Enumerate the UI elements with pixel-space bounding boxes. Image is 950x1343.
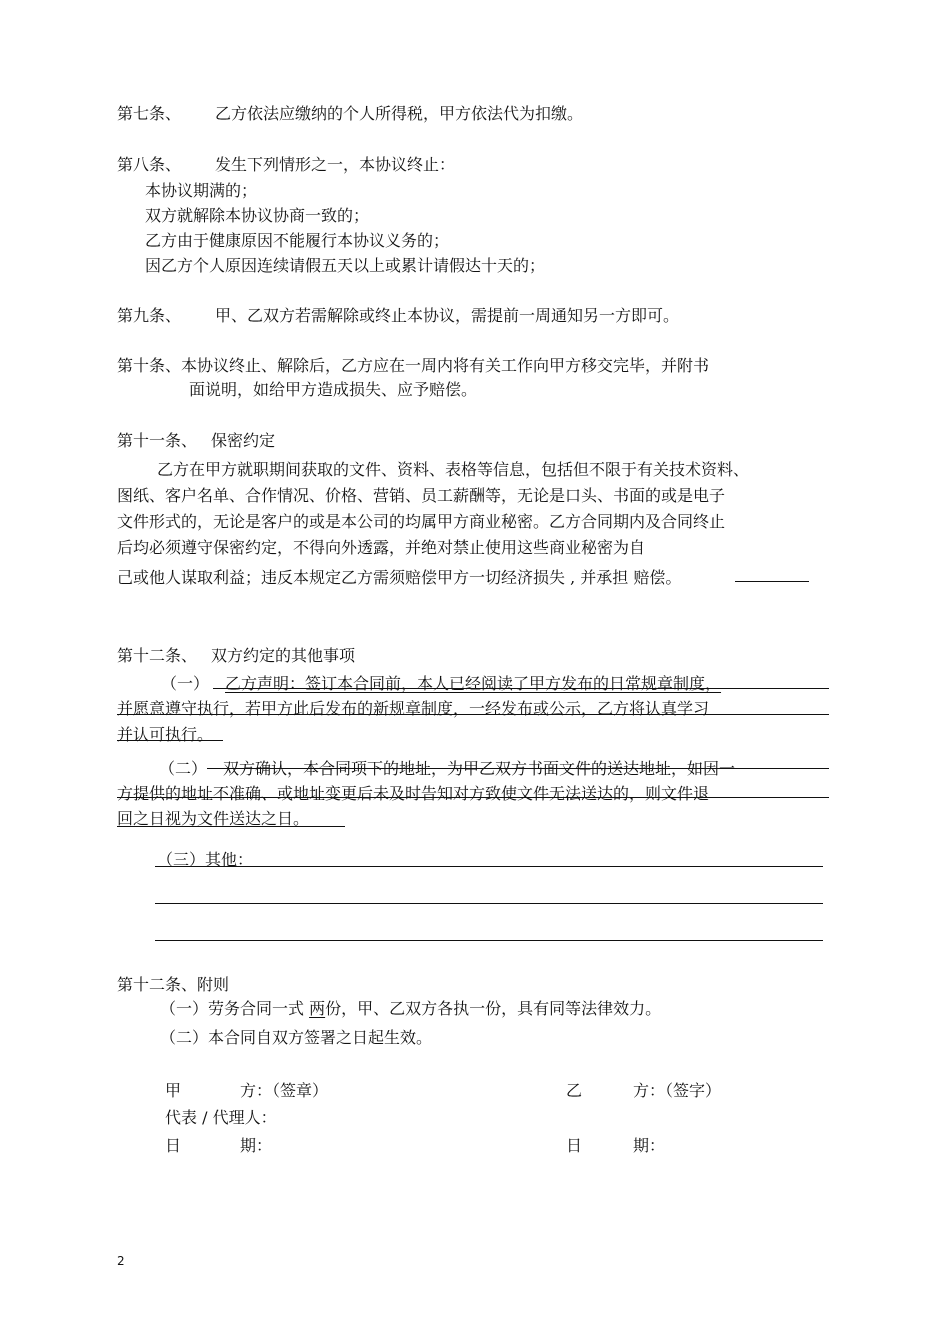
article-11-line: 己或他人谋取利益；违反本规定乙方需须赔偿甲方一切经济损失 , 并承担 赔偿。 [117,568,682,587]
article-11-line: 后均必须遵守保密约定，不得向外透露，并绝对禁止使用这些商业秘密为自 [117,538,646,557]
article-10-number: 第十条、 [117,356,182,375]
clause-1-underline [117,714,829,715]
article-11-line: 文件形式的，无论是客户的或是本公司的均属甲方商业秘密。乙方合同期内及合同终止 [117,512,726,531]
article-10-line1: 本协议终止、解除后，乙方应在一周内将有关工作向甲方移交完毕，并附书 [181,356,710,375]
clause-3-label: （三）其他： [157,850,254,869]
date-a-label: 日 [165,1136,182,1155]
article-8-item: 双方就解除本协议协商一致的； [145,206,370,225]
article-11-number: 第十一条、 [117,431,198,450]
article-7-number: 第七条、 [117,104,182,123]
party-b-label: 乙 [566,1081,583,1100]
other-blank-line [155,903,823,904]
article-11-title: 保密约定 [211,431,276,450]
clause-1-line2: 并愿意遵守执行，若甲方此后发布的新规章制度，一经发布或公示，乙方将认真学习 [117,699,710,718]
clause-1-line3: 并认可执行。 [117,725,214,744]
clause-1-underline [117,740,223,741]
clause-1-label: （一） [161,674,210,693]
date-b-label: 日 [566,1136,583,1155]
clause-2-strike [117,797,829,798]
article-8-item: 乙方由于健康原因不能履行本协议义务的； [145,231,450,250]
date-a-suffix: 期： [240,1136,273,1155]
article-12-title: 双方约定的其他事项 [211,646,356,665]
clause-1-line1 [161,674,721,694]
copies-count: 两 [309,999,326,1018]
clause-1-text: 乙方声明：签订本合同前，本人已经阅读了甲方发布的日常规章制度， [225,674,722,693]
article-9-number: 第九条、 [117,306,182,325]
article-11-line: 乙方在甲方就职期间获取的文件、资料、表格等信息，包括但不限于有关技术资料、 [157,460,750,479]
other-blank-line [155,940,823,941]
supplementary-item-2: （二）本合同自双方签署之日起生效。 [160,1028,433,1047]
page-number: 2 [117,1254,125,1268]
clause-2-line3: 回之日视为文件送达之日。 [117,809,310,828]
article-11-line: 图纸、客户名单、合作情况、价格、营销、员工薪酬等，无论是口头、书面的或是电子 [117,486,726,505]
compensation-blank-line [735,581,809,582]
article-8-item: 因乙方个人原因连续请假五天以上或累计请假达十天的； [145,256,546,275]
article-8-text: 发生下列情形之一，本协议终止： [215,155,456,174]
article-8 [117,155,455,175]
party-a-seal: 方：（签章） [240,1081,329,1100]
clause-1-underline [213,688,829,689]
clause-2-line2: 方提供的地址不准确、或地址变更后未及时告知对方致使文件无法送达的，则文件退 [117,784,710,803]
article-11-heading [117,431,275,451]
clause-2-label: （二） [159,759,208,778]
article-9-text: 甲、乙双方若需解除或终止本协议，需提前一周通知另一方即可。 [215,306,680,325]
article-12-number: 第十二条、 [117,646,198,665]
article-7 [117,104,583,124]
clause-2-underline [117,826,345,827]
article-12-heading [117,646,355,666]
article-8-number: 第八条、 [117,155,182,174]
representative-label: 代表 / 代理人： [165,1108,277,1127]
party-a-label: 甲 [165,1081,182,1100]
article-9 [117,306,679,326]
supplementary-heading [117,975,229,995]
article-8-item: 本协议期满的； [145,181,258,200]
clause-2-text: 双方确认，本合同项下的地址，为甲乙双方书面文件的送达地址，如因一 [223,759,736,778]
supplementary-item-1: （一）劳务合同一式 两份，甲、乙双方各执一份，具有同等法律效力。 [160,999,662,1018]
party-b-signature: 方：（签字） [633,1081,722,1100]
supplementary-number: 第十二条、 [117,975,198,994]
clause-2-strike [207,768,829,769]
article-10-line2: 面说明，如给甲方造成损失、应予赔偿。 [189,380,478,399]
article-7-text: 乙方依法应缴纳的个人所得税，甲方依法代为扣缴。 [215,104,584,123]
date-b-suffix: 期： [633,1136,666,1155]
article-10 [117,356,709,376]
supplementary-title: 附则 [197,975,230,994]
other-blank-line [155,866,823,867]
clause-2-line1 [159,759,735,779]
